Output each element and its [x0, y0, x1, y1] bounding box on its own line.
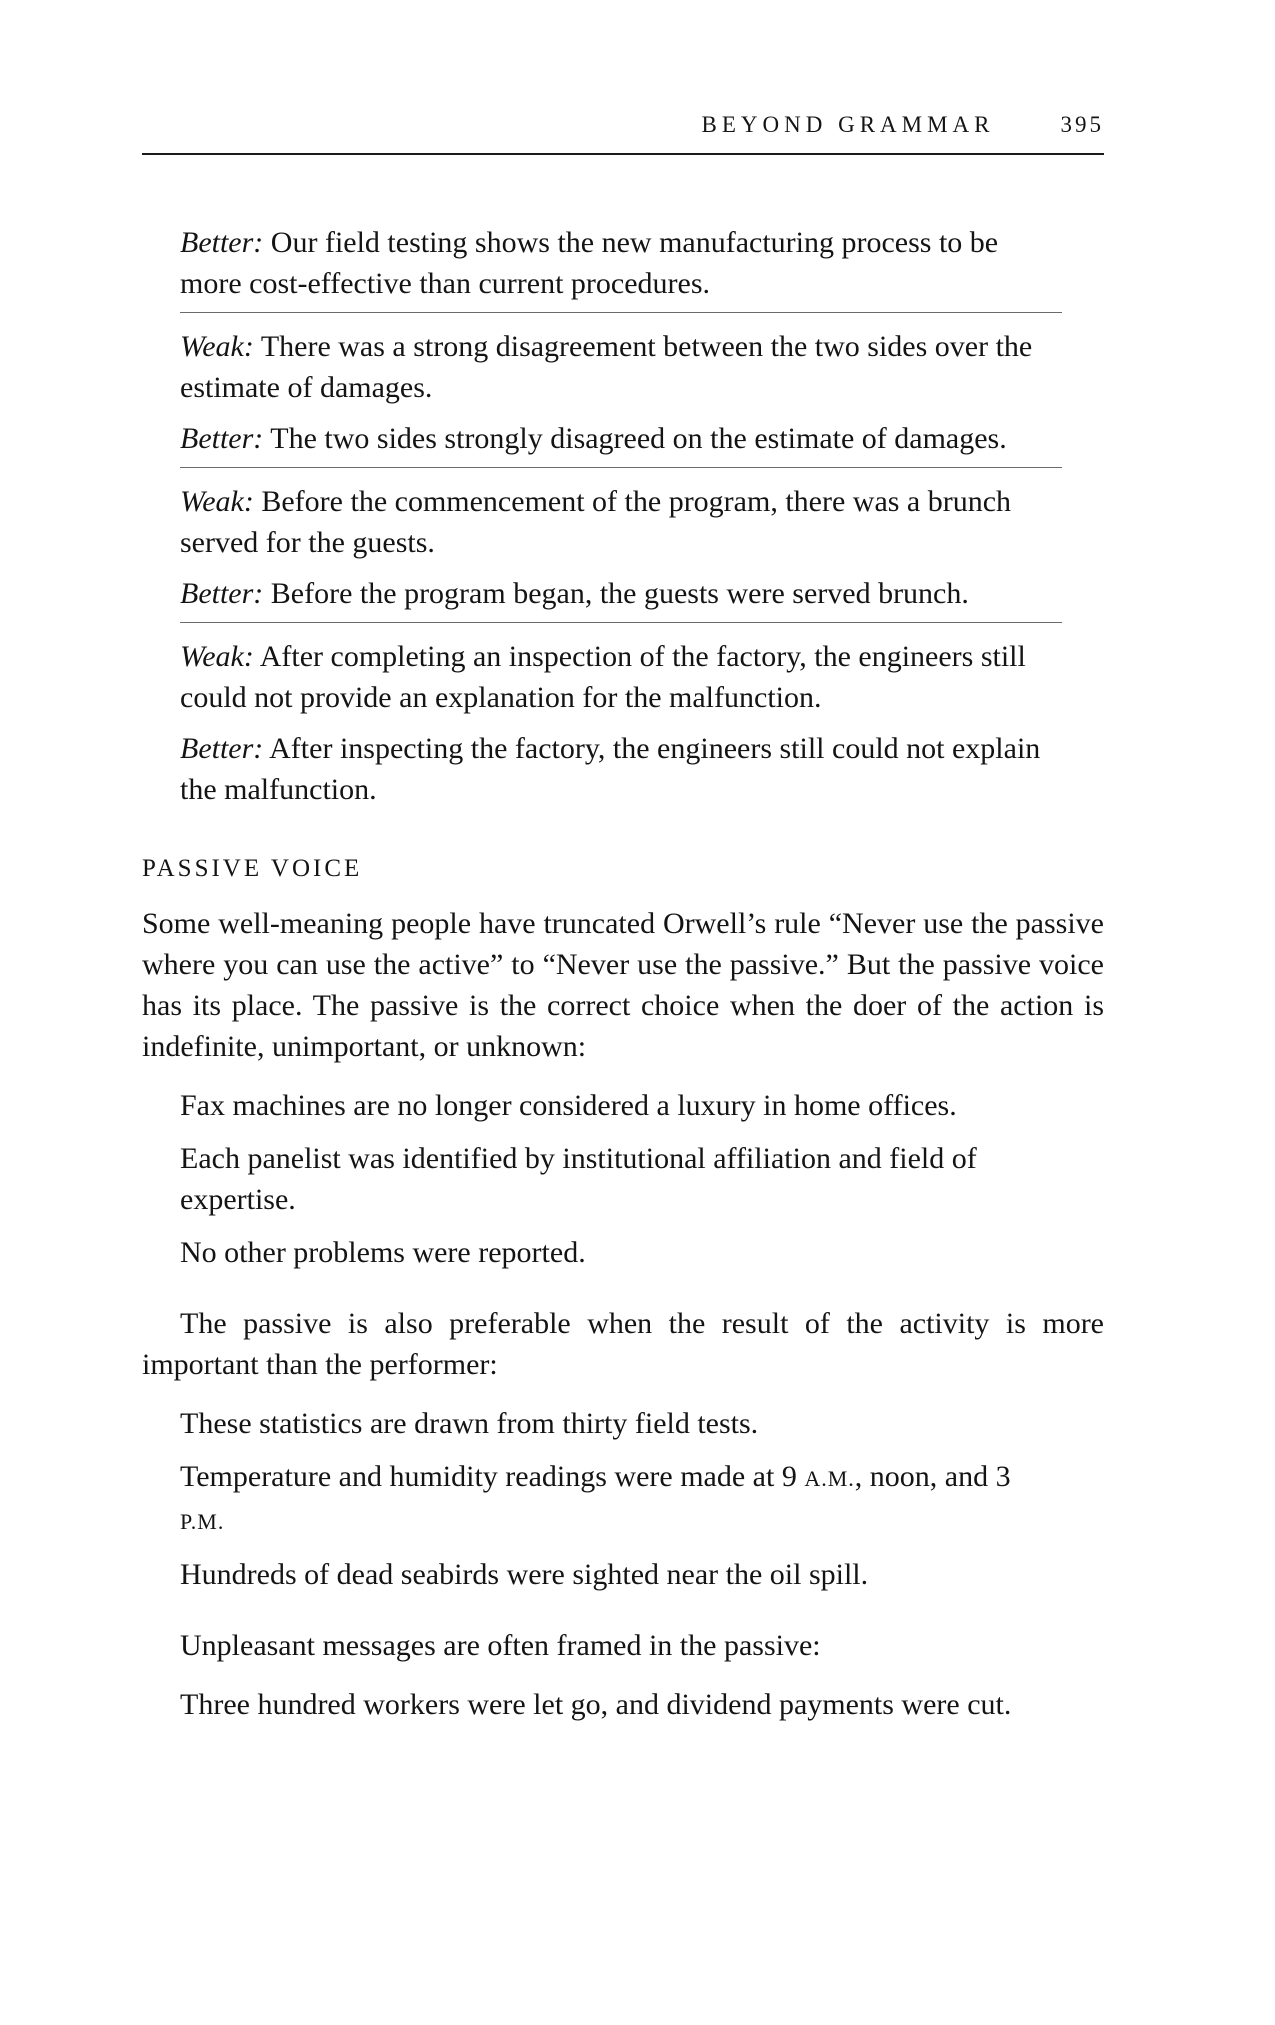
example-line-weak [180, 481, 1062, 563]
example-block [180, 222, 1062, 313]
running-head [702, 112, 1105, 138]
page-number: 395 [1060, 112, 1104, 137]
example-sentence: Each panelist was identified by institutional affiliation and field of expertise. [180, 1142, 977, 1216]
example-quotes [142, 1403, 1104, 1595]
example-label: Weak: [180, 330, 254, 363]
example-text: The two sides strongly disagreed on the estimate of damages. [263, 422, 1007, 455]
example-sentence: Three hundred workers were let go, and dividend payments were cut. [180, 1688, 1012, 1721]
sentence-text: , noon, and 3 [854, 1460, 1011, 1493]
example-line-better [180, 573, 1062, 614]
example-label: Better: [180, 226, 264, 259]
example-line-better [180, 728, 1062, 810]
example-quotes [142, 1684, 1104, 1725]
example-sentence: Fax machines are no longer considered a luxury in home offices. [180, 1089, 957, 1122]
section-heading: PASSIVE VOICE [142, 855, 363, 882]
example-text: Before the commencement of the program, there was a brunch served for the guests. [180, 485, 1012, 559]
example-sentence: No other problems were reported. [180, 1236, 586, 1269]
example-label: Better: [180, 577, 264, 610]
time-abbrev-am: A.M. [804, 1466, 855, 1491]
body-paragraph: Some well-meaning people have truncated Orwell’s rule “Never use the passive where you can use the active” to “Never use the passive.” But the passive voice has its place. The passive is the correct choice when the doer of the action is indefinite, unimportant, or unknown: [142, 907, 1104, 1063]
example-line-weak [180, 326, 1062, 408]
example-text: Our field testing shows the new manufacturing process to be more cost-effective than current procedures. [180, 226, 999, 300]
example-line-weak [180, 636, 1062, 718]
running-title: BEYOND GRAMMAR [701, 112, 995, 137]
example-block [180, 326, 1062, 468]
example-label: Weak: [180, 485, 254, 518]
example-sentence: Hundreds of dead seabirds were sighted near the oil spill. [180, 1558, 869, 1591]
example-block [180, 481, 1062, 623]
example-sentence [180, 1456, 1060, 1542]
example-line-better [180, 418, 1062, 459]
example-sentence: These statistics are drawn from thirty field tests. [180, 1407, 759, 1440]
example-list [142, 222, 1062, 818]
page-body [142, 222, 1104, 1739]
example-quotes [142, 1085, 1104, 1273]
example-label: Better: [180, 422, 264, 455]
example-text: After completing an inspection of the factory, the engineers still could not provide an explanation for the malfunction. [180, 640, 1026, 714]
example-label: Weak: [180, 640, 254, 673]
example-line-better [180, 222, 1062, 304]
paragraph-gap [142, 1609, 1104, 1625]
example-text: After inspecting the factory, the engineers still could not explain the malfunction. [180, 732, 1041, 806]
running-header [142, 108, 1104, 155]
body-paragraph: The passive is also preferable when the result of the activity is more important than the performer: [142, 1307, 1104, 1381]
paragraph-gap [142, 1287, 1104, 1303]
sentence-text: Temperature and humidity readings were made at 9 [180, 1460, 805, 1493]
example-block [180, 636, 1062, 818]
time-abbrev-pm: P.M. [180, 1509, 225, 1534]
example-text: There was a strong disagreement between the two sides over the estimate of damages. [180, 330, 1033, 404]
example-text: Before the program began, the guests were served brunch. [263, 577, 969, 610]
body-paragraph: Unpleasant messages are often framed in the passive: [180, 1629, 821, 1662]
example-label: Better: [180, 732, 264, 765]
